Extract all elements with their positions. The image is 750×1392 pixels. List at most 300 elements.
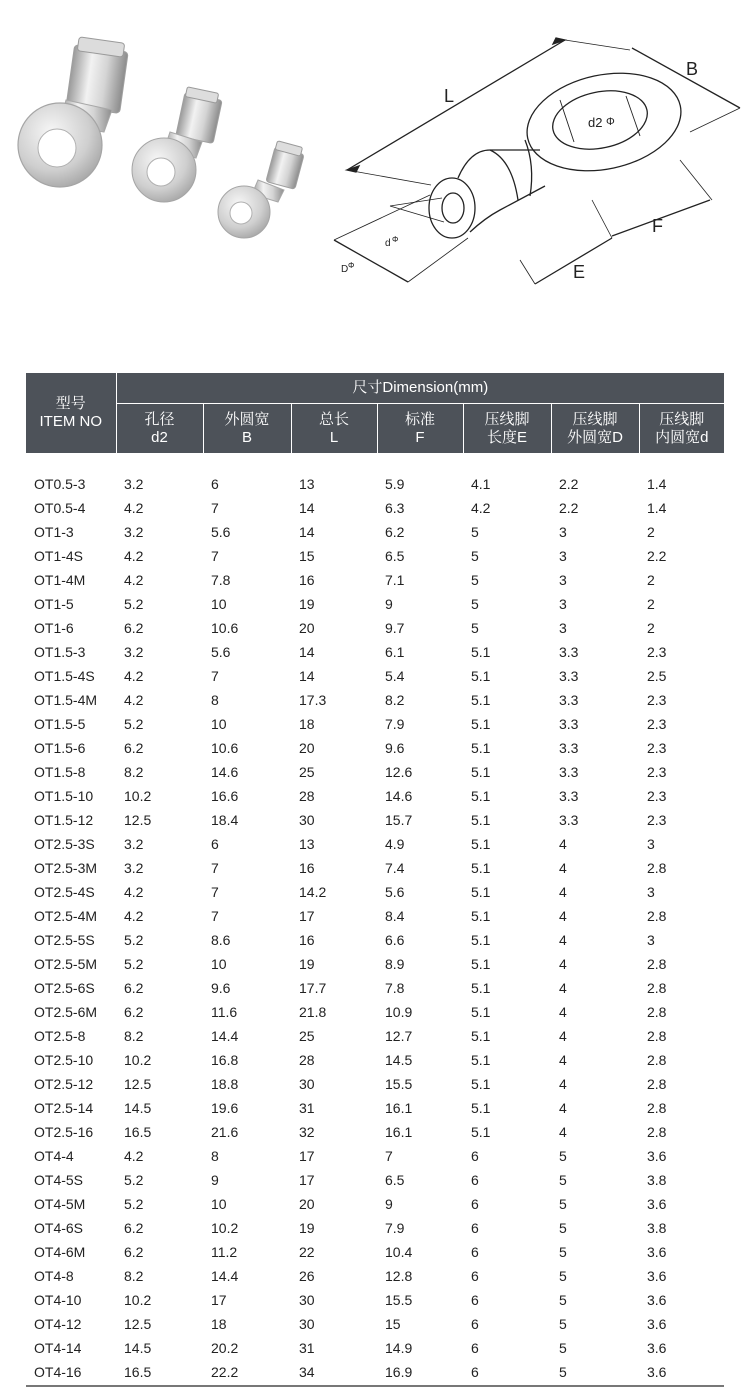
value-cell: 12.5 [124, 812, 152, 828]
value-cell: 14 [299, 668, 315, 684]
value-cell: 4.1 [471, 476, 491, 492]
value-cell: 4 [559, 908, 567, 924]
value-cell: 4.2 [124, 884, 144, 900]
value-cell: 7 [211, 548, 219, 564]
value-cell: 6.3 [385, 500, 405, 516]
table-row [26, 1264, 724, 1288]
value-cell: 3.3 [559, 716, 579, 732]
label-d-small-phi: Φ [392, 235, 399, 244]
value-cell: 17.3 [299, 692, 327, 708]
header-col-1 [203, 404, 291, 454]
table-row [26, 568, 724, 592]
value-cell: 3.3 [559, 644, 579, 660]
value-cell: 5.1 [471, 1076, 491, 1092]
value-cell: 2 [647, 572, 655, 588]
value-cell: 5 [559, 1220, 567, 1236]
value-cell: 4 [559, 836, 567, 852]
value-cell: 3.2 [124, 836, 144, 852]
value-cell: 5.1 [471, 908, 491, 924]
value-cell: 6.2 [124, 1220, 144, 1236]
value-cell: 5.1 [471, 644, 491, 660]
value-cell: 2.3 [647, 692, 667, 708]
table-row [26, 928, 724, 952]
value-cell: 3 [559, 620, 567, 636]
value-cell: 7 [211, 668, 219, 684]
value-cell: 6 [471, 1220, 479, 1236]
value-cell: 3.3 [559, 812, 579, 828]
table-row [26, 976, 724, 1000]
item-no-cell: OT4-16 [34, 1364, 82, 1380]
value-cell: 13 [299, 836, 315, 852]
value-cell: 5.1 [471, 1100, 491, 1116]
value-cell: 9.6 [385, 740, 405, 756]
value-cell: 17 [299, 1148, 315, 1164]
value-cell: 13 [299, 476, 315, 492]
value-cell: 18 [299, 716, 315, 732]
value-cell: 3.2 [124, 644, 144, 660]
value-cell: 2.8 [647, 1004, 667, 1020]
item-no-cell: OT1-3 [34, 524, 74, 540]
value-cell: 10 [211, 716, 227, 732]
value-cell: 19.6 [211, 1100, 239, 1116]
item-no-cell: OT0.5-4 [34, 500, 86, 516]
value-cell: 3.6 [647, 1244, 667, 1260]
value-cell: 17 [299, 1172, 315, 1188]
value-cell: 21.8 [299, 1004, 327, 1020]
value-cell: 20 [299, 1196, 315, 1212]
value-cell: 3 [647, 932, 655, 948]
value-cell: 34 [299, 1364, 315, 1380]
value-cell: 8.2 [124, 1028, 144, 1044]
value-cell: 5.4 [385, 668, 405, 684]
value-cell: 5 [471, 524, 479, 540]
value-cell: 30 [299, 1076, 315, 1092]
value-cell: 3.2 [124, 524, 144, 540]
table-row [26, 520, 724, 544]
table-row [26, 808, 724, 832]
label-d-small: d [385, 238, 391, 249]
value-cell: 5.2 [124, 932, 144, 948]
value-cell: 6.2 [124, 620, 144, 636]
value-cell: 14.2 [299, 884, 327, 900]
value-cell: 8.2 [124, 764, 144, 780]
value-cell: 4.2 [124, 908, 144, 924]
value-cell: 5 [559, 1148, 567, 1164]
value-cell: 5.1 [471, 1028, 491, 1044]
value-cell: 6 [211, 476, 219, 492]
value-cell: 25 [299, 1028, 315, 1044]
value-cell: 5 [559, 1340, 567, 1356]
value-cell: 2.3 [647, 812, 667, 828]
value-cell: 6.6 [385, 932, 405, 948]
value-cell: 15.7 [385, 812, 413, 828]
table-row [26, 1240, 724, 1264]
header-col-line1: 标准 [404, 410, 435, 428]
item-no-cell: OT1-4S [34, 548, 84, 564]
header-item-en: ITEM NO [39, 413, 102, 430]
value-cell: 2 [647, 524, 655, 540]
table-row [26, 1096, 724, 1120]
value-cell: 10.2 [124, 1052, 152, 1068]
value-cell: 5.1 [471, 884, 491, 900]
value-cell: 6 [211, 836, 219, 852]
value-cell: 2 [647, 620, 655, 636]
value-cell: 16.1 [385, 1100, 413, 1116]
value-cell: 3.2 [124, 860, 144, 876]
value-cell: 5 [559, 1364, 567, 1380]
value-cell: 7 [211, 884, 219, 900]
label-d-large: D [341, 264, 349, 275]
value-cell: 4.2 [124, 500, 144, 516]
value-cell: 3.6 [647, 1316, 667, 1332]
item-no-cell: OT0.5-3 [34, 476, 86, 492]
item-no-cell: OT4-8 [34, 1268, 74, 1284]
table-row [26, 1024, 724, 1048]
value-cell: 4 [559, 1100, 567, 1116]
value-cell: 22.2 [211, 1364, 239, 1380]
table-row [26, 1000, 724, 1024]
value-cell: 3 [647, 884, 655, 900]
table-row [26, 1360, 724, 1384]
value-cell: 3.3 [559, 668, 579, 684]
value-cell: 3 [559, 524, 567, 540]
value-cell: 16.1 [385, 1124, 413, 1140]
value-cell: 3 [559, 596, 567, 612]
value-cell: 15.5 [385, 1292, 413, 1308]
header-col-2 [291, 404, 377, 454]
item-no-cell: OT1.5-4M [34, 692, 98, 708]
value-cell: 12.5 [124, 1076, 152, 1092]
value-cell: 17 [299, 908, 315, 924]
item-no-cell: OT1.5-8 [34, 764, 86, 780]
header-col-line1: 孔径 [144, 410, 175, 428]
value-cell: 1.4 [647, 500, 667, 516]
value-cell: 14.6 [385, 788, 413, 804]
value-cell: 2.3 [647, 716, 667, 732]
value-cell: 3.3 [559, 764, 579, 780]
value-cell: 2.2 [559, 476, 579, 492]
value-cell: 3.6 [647, 1148, 667, 1164]
value-cell: 4 [559, 980, 567, 996]
value-cell: 32 [299, 1124, 315, 1140]
item-no-cell: OT2.5-5S [34, 932, 95, 948]
value-cell: 28 [299, 788, 315, 804]
table-row [26, 856, 724, 880]
value-cell: 5 [471, 596, 479, 612]
value-cell: 5.2 [124, 1196, 144, 1212]
item-no-cell: OT2.5-5M [34, 956, 98, 972]
value-cell: 15.5 [385, 1076, 413, 1092]
value-cell: 5.1 [471, 932, 491, 948]
value-cell: 11.6 [211, 1004, 238, 1020]
value-cell: 3.6 [647, 1340, 667, 1356]
value-cell: 14.6 [211, 764, 239, 780]
value-cell: 9 [211, 1172, 219, 1188]
value-cell: 4 [559, 884, 567, 900]
table-row [26, 688, 724, 712]
value-cell: 4 [559, 1004, 567, 1020]
header-col-line2: d2 [151, 428, 168, 446]
value-cell: 5.1 [471, 956, 491, 972]
item-no-cell: OT4-12 [34, 1316, 82, 1332]
value-cell: 4 [559, 1076, 567, 1092]
value-cell: 6.2 [124, 740, 144, 756]
table-row [26, 1312, 724, 1336]
value-cell: 7 [211, 500, 219, 516]
table-row [26, 496, 724, 520]
value-cell: 2.2 [559, 500, 579, 516]
header-col-4 [463, 404, 551, 454]
value-cell: 7 [385, 1148, 393, 1164]
value-cell: 5.6 [385, 884, 405, 900]
value-cell: 2 [647, 596, 655, 612]
value-cell: 2.8 [647, 1052, 667, 1068]
value-cell: 14.9 [385, 1340, 413, 1356]
value-cell: 12.6 [385, 764, 413, 780]
table-row [26, 592, 724, 616]
value-cell: 5.1 [471, 812, 491, 828]
value-cell: 10.2 [124, 1292, 152, 1308]
value-cell: 16.8 [211, 1052, 239, 1068]
value-cell: 6 [471, 1340, 479, 1356]
value-cell: 5.1 [471, 1124, 491, 1140]
value-cell: 2.3 [647, 740, 667, 756]
value-cell: 2.8 [647, 1124, 667, 1140]
value-cell: 2.3 [647, 788, 667, 804]
value-cell: 6.1 [385, 644, 405, 660]
value-cell: 20.2 [211, 1340, 239, 1356]
value-cell: 3.3 [559, 788, 579, 804]
value-cell: 3 [559, 548, 567, 564]
item-no-cell: OT2.5-6M [34, 1004, 98, 1020]
value-cell: 5.1 [471, 1004, 491, 1020]
value-cell: 10.2 [124, 788, 152, 804]
item-no-cell: OT2.5-10 [34, 1052, 94, 1068]
item-no-cell: OT2.5-4M [34, 908, 98, 924]
value-cell: 19 [299, 1220, 315, 1236]
label-f: F [652, 216, 663, 236]
table-row [26, 664, 724, 688]
item-no-cell: OT1.5-6 [34, 740, 86, 756]
value-cell: 14 [299, 500, 315, 516]
value-cell: 10.4 [385, 1244, 413, 1260]
value-cell: 6 [471, 1316, 479, 1332]
value-cell: 2.8 [647, 1100, 667, 1116]
value-cell: 5.1 [471, 764, 491, 780]
value-cell: 3.6 [647, 1292, 667, 1308]
value-cell: 26 [299, 1268, 315, 1284]
value-cell: 3.6 [647, 1268, 667, 1284]
header-col-line1: 总长 [318, 410, 349, 428]
value-cell: 12.8 [385, 1268, 413, 1284]
table-row [26, 952, 724, 976]
value-cell: 10.6 [211, 620, 239, 636]
value-cell: 9.7 [385, 620, 405, 636]
table-row [26, 640, 724, 664]
value-cell: 10.6 [211, 740, 239, 756]
header-item-cn: 型号 [55, 395, 86, 412]
item-no-cell: OT2.5-6S [34, 980, 95, 996]
item-no-cell: OT1-4M [34, 572, 86, 588]
value-cell: 19 [299, 956, 315, 972]
value-cell: 5.1 [471, 668, 491, 684]
header-col-6 [639, 404, 724, 454]
value-cell: 31 [299, 1100, 315, 1116]
value-cell: 30 [299, 812, 315, 828]
value-cell: 3.6 [647, 1196, 667, 1212]
header-col-line2: 内圆宽d [655, 428, 709, 446]
value-cell: 5 [559, 1268, 567, 1284]
item-no-cell: OT1.5-4S [34, 668, 95, 684]
value-cell: 14.4 [211, 1028, 239, 1044]
table-row [26, 1288, 724, 1312]
value-cell: 5.2 [124, 1172, 144, 1188]
header-col-line1: 压线脚 [659, 410, 705, 428]
header-col-line2: L [329, 428, 339, 446]
value-cell: 6 [471, 1196, 479, 1212]
value-cell: 5.6 [211, 644, 231, 660]
label-b: B [686, 59, 699, 79]
value-cell: 6.2 [124, 1004, 144, 1020]
value-cell: 6.5 [385, 548, 405, 564]
value-cell: 8.2 [385, 692, 405, 708]
value-cell: 3.3 [559, 740, 579, 756]
header-item-no [26, 373, 116, 453]
terminal-photo-small [218, 141, 304, 238]
value-cell: 14.5 [124, 1100, 152, 1116]
table-row [26, 904, 724, 928]
value-cell: 5 [559, 1316, 567, 1332]
terminal-photo-large [18, 37, 128, 187]
value-cell: 4.2 [124, 1148, 144, 1164]
value-cell: 6 [471, 1268, 479, 1284]
table-row [26, 544, 724, 568]
value-cell: 4.2 [124, 668, 144, 684]
value-cell: 4 [559, 860, 567, 876]
item-no-cell: OT4-10 [34, 1292, 82, 1308]
table-row [26, 712, 724, 736]
item-no-cell: OT4-14 [34, 1340, 82, 1356]
value-cell: 3.8 [647, 1220, 667, 1236]
table-row [26, 1072, 724, 1096]
value-cell: 8.4 [385, 908, 405, 924]
terminal-photo-medium [132, 87, 222, 202]
table-row [26, 832, 724, 856]
value-cell: 10 [211, 596, 227, 612]
value-cell: 16 [299, 932, 315, 948]
value-cell: 18.4 [211, 812, 239, 828]
value-cell: 15 [385, 1316, 401, 1332]
value-cell: 6.2 [385, 524, 405, 540]
value-cell: 12.5 [124, 1316, 152, 1332]
value-cell: 8.9 [385, 956, 405, 972]
value-cell: 18 [211, 1316, 227, 1332]
item-no-cell: OT1.5-12 [34, 812, 94, 828]
header-col-line2: B [241, 428, 252, 446]
value-cell: 4 [559, 1124, 567, 1140]
item-no-cell: OT2.5-4S [34, 884, 95, 900]
value-cell: 2.8 [647, 860, 667, 876]
header-col-5 [551, 404, 639, 454]
value-cell: 3.6 [647, 1364, 667, 1380]
value-cell: 14.5 [385, 1052, 413, 1068]
table-row [26, 880, 724, 904]
item-no-cell: OT4-6S [34, 1220, 84, 1236]
value-cell: 5.1 [471, 1052, 491, 1068]
value-cell: 6.2 [124, 1244, 144, 1260]
value-cell: 6 [471, 1244, 479, 1260]
value-cell: 17 [211, 1292, 227, 1308]
header-col-line2: 外圆宽D [567, 428, 623, 446]
table-row [26, 736, 724, 760]
table-row [26, 616, 724, 640]
header-col-line1: 外圆宽 [224, 410, 270, 428]
table-bottom-rule [26, 1385, 724, 1387]
value-cell: 16 [299, 860, 315, 876]
value-cell: 4 [559, 932, 567, 948]
item-no-cell: OT1.5-5 [34, 716, 86, 732]
header-dimension: 尺寸Dimension(mm) [116, 373, 724, 404]
table-row [26, 1216, 724, 1240]
value-cell: 6.2 [124, 980, 144, 996]
value-cell: 17.7 [299, 980, 327, 996]
value-cell: 5.1 [471, 980, 491, 996]
item-no-cell: OT2.5-12 [34, 1076, 94, 1092]
header-col-line2: F [415, 428, 425, 446]
value-cell: 7.9 [385, 1220, 405, 1236]
value-cell: 5 [471, 548, 479, 564]
value-cell: 8.6 [211, 932, 231, 948]
value-cell: 7 [211, 908, 219, 924]
value-cell: 5.2 [124, 596, 144, 612]
value-cell: 14.4 [211, 1268, 239, 1284]
value-cell: 3.8 [647, 1172, 667, 1188]
item-no-cell: OT2.5-14 [34, 1100, 94, 1116]
value-cell: 28 [299, 1052, 315, 1068]
value-cell: 4.9 [385, 836, 405, 852]
value-cell: 14.5 [124, 1340, 152, 1356]
table-row [26, 1168, 724, 1192]
table-row [26, 1144, 724, 1168]
value-cell: 8.2 [124, 1268, 144, 1284]
value-cell: 5 [559, 1292, 567, 1308]
value-cell: 15 [299, 548, 315, 564]
value-cell: 18.8 [211, 1076, 239, 1092]
value-cell: 2.3 [647, 644, 667, 660]
item-no-cell: OT4-5S [34, 1172, 84, 1188]
value-cell: 8 [211, 692, 219, 708]
header-col-3 [377, 404, 463, 454]
value-cell: 5.1 [471, 692, 491, 708]
item-no-cell: OT2.5-8 [34, 1028, 86, 1044]
value-cell: 16.5 [124, 1364, 152, 1380]
table-row [26, 1336, 724, 1360]
value-cell: 5.1 [471, 788, 491, 804]
header-col-line1: 压线脚 [572, 410, 618, 428]
table-row [26, 760, 724, 784]
value-cell: 2.8 [647, 1076, 667, 1092]
value-cell: 6 [471, 1292, 479, 1308]
item-no-cell: OT1-6 [34, 620, 74, 636]
value-cell: 5.9 [385, 476, 405, 492]
value-cell: 2.8 [647, 956, 667, 972]
header-col-line1: 压线脚 [484, 410, 530, 428]
dimension-diagram [334, 38, 740, 284]
value-cell: 8 [211, 1148, 219, 1164]
value-cell: 3.2 [124, 476, 144, 492]
item-no-cell: OT1-5 [34, 596, 74, 612]
value-cell: 5.2 [124, 716, 144, 732]
